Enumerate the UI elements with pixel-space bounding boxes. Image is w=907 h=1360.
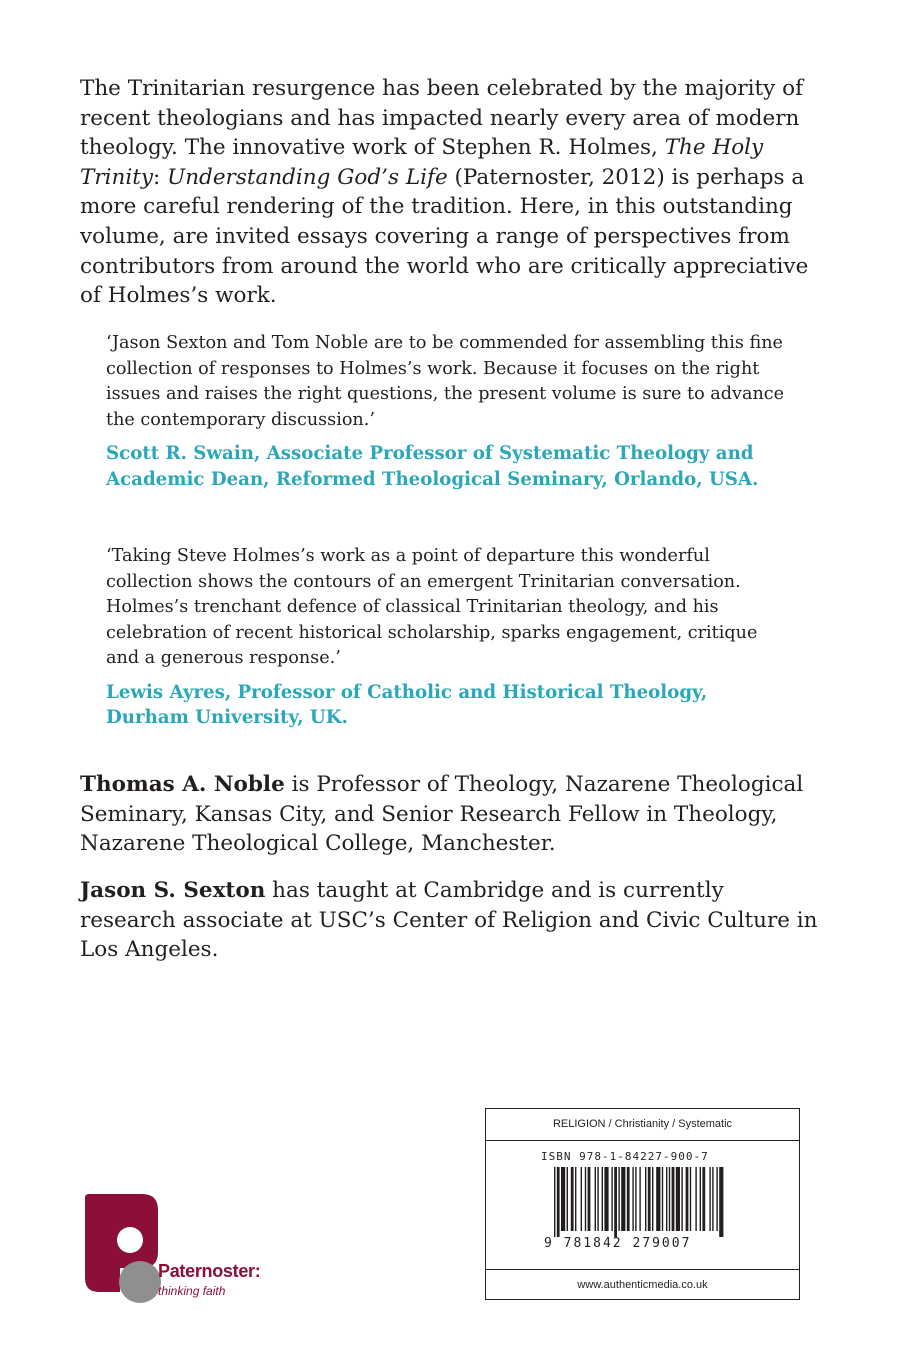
book-title-colon: : [153, 164, 168, 190]
publisher-tagline: thinking faith [158, 1284, 226, 1298]
blurb-paragraph [80, 74, 820, 311]
endorsement-attribution: Scott R. Swain, Associate Professor of Systematic Theology and Academic Dean, Reformed Theological Seminary, Orlando, USA. [106, 443, 759, 490]
publisher-name: Paternoster: [158, 1261, 261, 1281]
book-title-part-1: The Holy Trinity [80, 135, 764, 190]
blurb-text-part-2: (Paternoster, 2012) is perhaps a more careful rendering of the tradition. Here, in this outstanding volume, are invited essays covering a range of perspectives from contributors from around the world who are critically appreciative of Holmes’s work. [80, 164, 809, 309]
barcode-digits: 9 781842 279007 [544, 1236, 692, 1251]
blurb-text-part-1: The Trinitarian resurgence has been celebrated by the majority of recent theologians and has impacted nearly every area of modern theology. The innovative work of Stephen R. Holmes, [80, 76, 804, 161]
endorsement-ayres [106, 544, 796, 731]
author-bio-text: is Professor of Theology, Nazarene Theological Seminary, Kansas City, and Senior Research Fellow in Theology, Nazarene Theological College, Manchester. [80, 772, 804, 857]
endorsement-swain [106, 331, 796, 492]
endorsement-quote: ‘Taking Steve Holmes’s work as a point of departure this wonderful collection shows the contours of an emergent Trinitarian conversation. Holmes’s trenchant defence of classical Trinitarian theology, and his celebration of recent historical scholarship, sparks engagement, critique and a generous response.’ [106, 546, 758, 668]
author-bio-sexton [80, 876, 820, 965]
publisher-url: www.authenticmedia.co.uk [486, 1269, 799, 1301]
endorsement-attribution: Lewis Ayres, Professor of Catholic and Historical Theology, Durham University, UK. [106, 681, 708, 728]
author-name: Jason S. Sexton [80, 878, 266, 903]
barcode-icon [552, 1167, 732, 1237]
isbn-label: ISBN 978-1-84227-900-7 [541, 1150, 709, 1163]
bisac-category: RELIGION / Christianity / Systematic [486, 1109, 799, 1141]
author-name: Thomas A. Noble [80, 772, 285, 797]
endorsement-quote: ‘Jason Sexton and Tom Noble are to be commended for assembling this fine collection of responses to Holmes’s work. Because it focuses on the right issues and raises the right questions, the present volume is sure to advance the contemporary discussion.’ [106, 333, 785, 430]
author-bio-text: has taught at Cambridge and is currently research associate at USC’s Center of Religion and Civic Culture in Los Angeles. [80, 878, 818, 963]
book-title-part-2: Understanding God’s Life [167, 164, 448, 190]
author-bio-noble [80, 770, 820, 859]
barcode-box [485, 1108, 800, 1300]
